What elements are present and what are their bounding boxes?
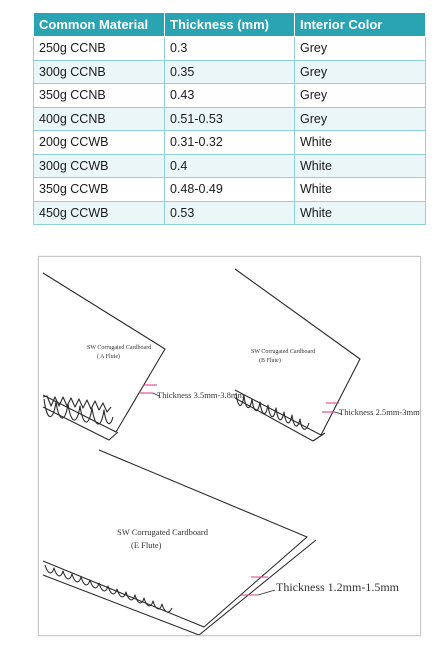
header-thickness: Thickness (mm)	[165, 13, 295, 37]
cell-material: 450g CCWB	[34, 201, 165, 225]
cell-material: 300g CCWB	[34, 154, 165, 178]
cell-material: 350g CCWB	[34, 178, 165, 202]
a-flute-name-label: SW Corrugated Cardboard	[87, 345, 152, 351]
table-row	[34, 131, 426, 155]
table-row	[34, 60, 426, 84]
e-flute-name-label: SW Corrugated Cardboard	[117, 527, 208, 537]
cell-color: White	[295, 178, 426, 202]
cell-thickness: 0.51-0.53	[165, 107, 295, 131]
b-flute-name-label: SW Corrugated Cardboard	[251, 349, 316, 355]
header-interior-color: Interior Color	[295, 13, 426, 37]
table-row	[34, 107, 426, 131]
e-flute-type-label: (E Flute)	[131, 540, 162, 550]
cell-color: White	[295, 131, 426, 155]
cell-thickness: 0.3	[165, 37, 295, 61]
cell-material: 200g CCWB	[34, 131, 165, 155]
cell-material: 350g CCNB	[34, 84, 165, 108]
table-row	[34, 201, 426, 225]
e-flute-board	[43, 450, 316, 635]
table-row	[34, 178, 426, 202]
cell-color: White	[295, 201, 426, 225]
a-flute-type-label: ( A Flute)	[97, 354, 121, 360]
cell-color: Grey	[295, 60, 426, 84]
cell-thickness: 0.35	[165, 60, 295, 84]
table-row	[34, 37, 426, 61]
cell-material: 300g CCNB	[34, 60, 165, 84]
cell-thickness: 0.48-0.49	[165, 178, 295, 202]
table-row	[34, 154, 426, 178]
a-flute-thickness-label: Thickness 3.5mm-3.8mm	[157, 390, 245, 400]
e-flute-thickness-marker	[241, 577, 268, 595]
e-flute-thickness-label: Thickness 1.2mm-1.5mm	[276, 580, 399, 594]
b-flute-thickness-label: Thickness 2.5mm-3mm	[339, 407, 420, 417]
cell-thickness: 0.31-0.32	[165, 131, 295, 155]
cell-color: Grey	[295, 107, 426, 131]
corrugated-diagram	[38, 256, 421, 636]
header-common-material: Common Material	[34, 13, 165, 37]
cell-material: 250g CCNB	[34, 37, 165, 61]
b-flute-type-label: (B Flute)	[259, 358, 281, 364]
cell-color: Grey	[295, 37, 426, 61]
material-table-container	[33, 12, 425, 225]
cell-thickness: 0.4	[165, 154, 295, 178]
cell-thickness: 0.53	[165, 201, 295, 225]
cell-color: Grey	[295, 84, 426, 108]
corrugated-diagram-svg	[39, 257, 420, 635]
cell-thickness: 0.43	[165, 84, 295, 108]
table-row	[34, 84, 426, 108]
table-header-row	[34, 13, 426, 37]
material-table	[33, 12, 426, 225]
cell-color: White	[295, 154, 426, 178]
cell-material: 400g CCNB	[34, 107, 165, 131]
